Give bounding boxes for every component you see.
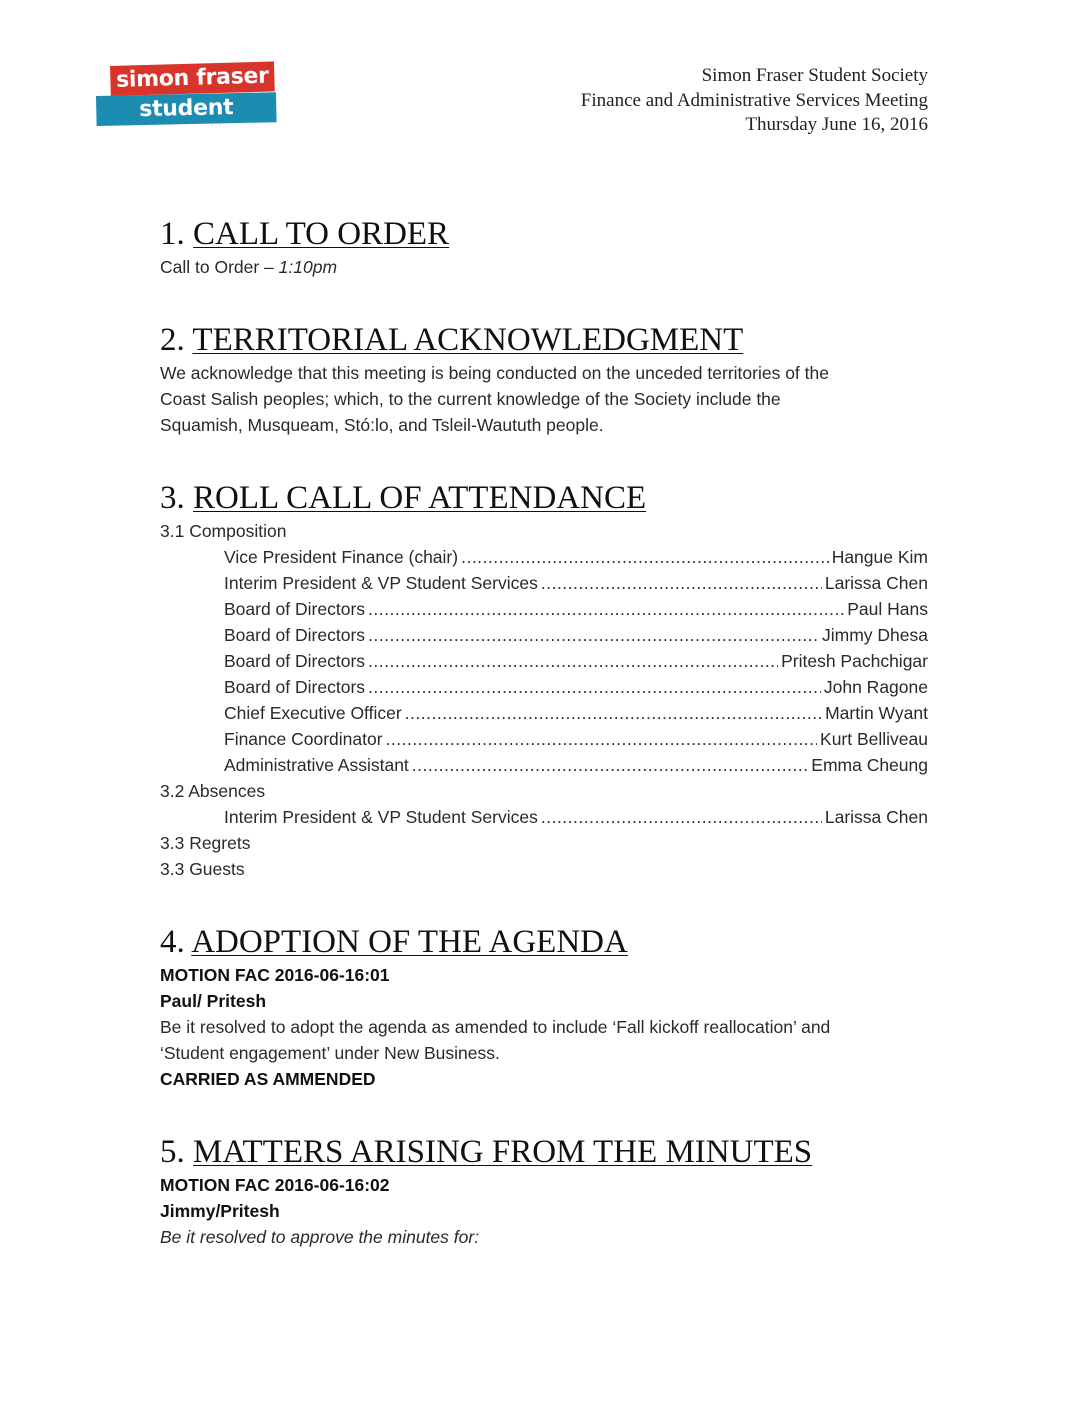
acknowledgment-line: Coast Salish peoples; which, to the current knowledge of the Society include the — [160, 389, 781, 409]
motion-text-line: Be it resolved to adopt the agenda as amended to include ‘Fall kickoff reallocation’ and — [160, 1017, 831, 1037]
section-heading: 1. CALL TO ORDER — [160, 216, 450, 252]
leader-dots — [541, 804, 822, 830]
motion-movers: Paul/ Pritesh — [160, 991, 267, 1011]
attendance-row: Chief Executive Officer ..... Martin Wyant — [224, 700, 928, 726]
header-date: Thursday June 16, 2016 — [745, 114, 928, 135]
motion-result: CARRIED AS AMMENDED — [160, 1069, 376, 1089]
leader-dots — [541, 570, 822, 596]
logo-line-2: student society — [96, 92, 277, 126]
motion-number: MOTION FAC 2016-06-16:02 — [160, 1175, 390, 1195]
absence-row: Interim President & VP Student Services ..... Larissa Chen — [224, 804, 928, 830]
motion-number: MOTION FAC 2016-06-16:01 — [160, 965, 390, 985]
call-to-order-time: 1:10pm — [278, 257, 338, 277]
attendance-row: Interim President & VP Student Services ..... Larissa Chen — [224, 570, 928, 596]
section-adoption-of-agenda — [160, 922, 928, 1092]
absences-label: 3.2 Absences — [160, 781, 266, 801]
leader-dots — [368, 622, 819, 648]
guests-label: 3.3 Guests — [160, 859, 245, 879]
section-heading: 2. TERRITORIAL ACKNOWLEDGMENT — [160, 322, 744, 358]
acknowledgment-line: Squamish, Musqueam, Stó:lo, and Tsleil-Waututh people. — [160, 415, 604, 435]
motion-movers: Jimmy/Pritesh — [160, 1201, 280, 1221]
attendance-row: Board of Directors ..... Pritesh Pachchigar — [224, 648, 928, 674]
leader-dots — [368, 674, 821, 700]
leader-dots — [461, 544, 829, 570]
logo-line-1: simon fraser — [110, 61, 275, 96]
section-territorial-acknowledgment — [160, 320, 928, 438]
attendance-row: Vice President Finance (chair) ..... Hangue Kim — [224, 544, 928, 570]
section-heading: 3. ROLL CALL OF ATTENDANCE — [160, 480, 647, 516]
motion-text-line: ‘Student engagement’ under New Business. — [160, 1043, 500, 1063]
document-body — [160, 214, 928, 1290]
attendance-row: Finance Coordinator ..... Kurt Belliveau — [224, 726, 928, 752]
section-call-to-order — [160, 214, 928, 280]
leader-dots — [412, 752, 808, 778]
leader-dots — [386, 726, 817, 752]
leader-dots — [405, 700, 822, 726]
attendance-row: Board of Directors ..... Jimmy Dhesa — [224, 622, 928, 648]
section-heading: 4. ADOPTION OF THE AGENDA — [160, 924, 628, 960]
sfss-logo — [96, 63, 278, 153]
attendance-row: Board of Directors ..... John Ragone — [224, 674, 928, 700]
call-to-order-text: Call to Order – 1:10pm — [160, 257, 338, 277]
regrets-label: 3.3 Regrets — [160, 833, 251, 853]
composition-label: 3.1 Composition — [160, 521, 287, 541]
section-roll-call — [160, 478, 928, 882]
attendance-row: Board of Directors ..... Paul Hans — [224, 596, 928, 622]
header-meeting: Finance and Administrative Services Meeting — [580, 89, 928, 111]
motion-text: Be it resolved to approve the minutes for: — [160, 1227, 480, 1247]
section-heading: 5. MATTERS ARISING FROM THE MINUTES — [160, 1134, 813, 1170]
header-org: Simon Fraser Student Society — [701, 65, 928, 86]
section-matters-arising — [160, 1132, 928, 1250]
attendance-row: Administrative Assistant ..... Emma Cheung — [224, 752, 928, 778]
document-header — [581, 64, 928, 138]
leader-dots — [368, 596, 844, 622]
leader-dots — [368, 648, 778, 674]
acknowledgment-line: We acknowledge that this meeting is being conducted on the unceded territories of the — [160, 363, 829, 383]
